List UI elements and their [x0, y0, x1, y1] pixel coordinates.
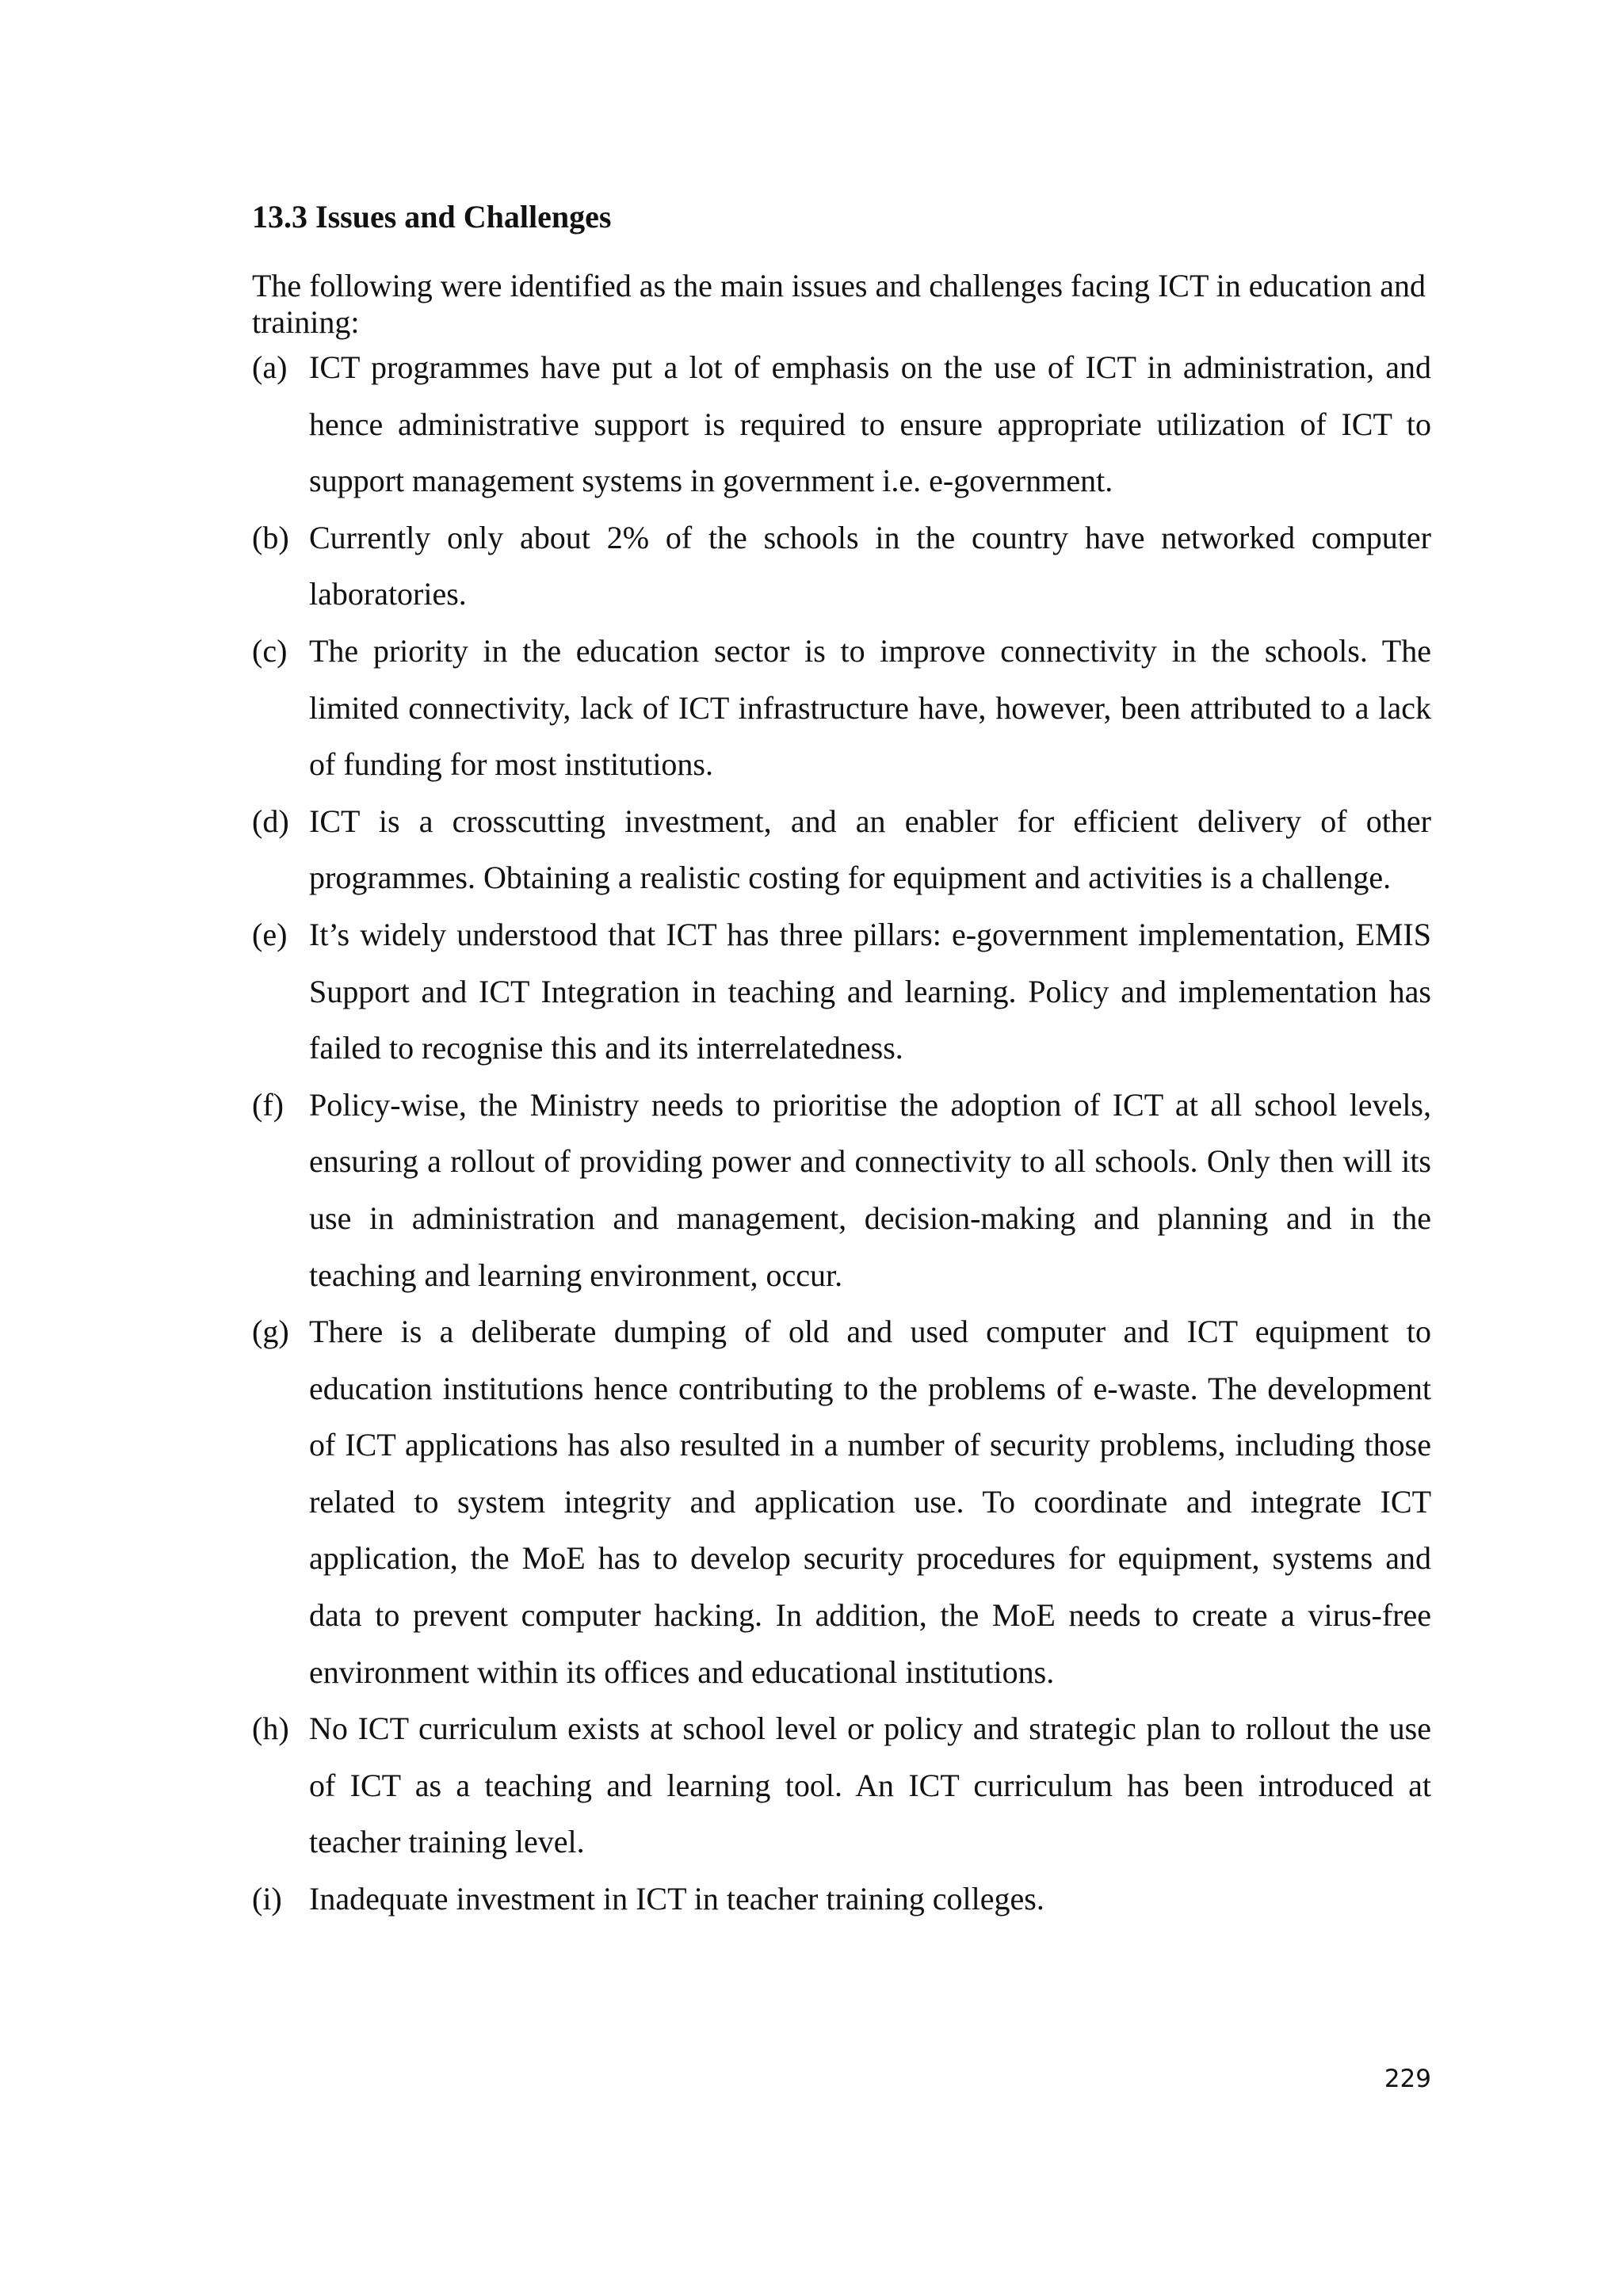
- list-item: [252, 509, 1431, 623]
- item-text: No ICT curriculum exists at school level or policy and strategic plan to rollout the use of ICT as a teaching and learning tool. An ICT curriculum has been introduced at teacher training level.: [309, 1711, 1431, 1860]
- document-page: [252, 0, 1431, 2296]
- intro-paragraph: The following were identified as the main issues and challenges facing ICT in education and training:: [252, 268, 1426, 340]
- list-item: [252, 793, 1431, 906]
- list-item: [252, 906, 1431, 1077]
- issues-list: [252, 339, 1431, 1928]
- item-text: Currently only about 2% of the schools in the country have networked computer laboratories.: [309, 519, 1431, 612]
- list-item: [252, 623, 1431, 793]
- item-label: (d): [252, 803, 289, 839]
- list-item: [252, 1303, 1431, 1700]
- item-label: (b): [252, 519, 289, 555]
- item-text: ICT programmes have put a lot of emphasis on the use of ICT in administration, and hence administrative support is required to ensure appropriate utilization of ICT to support management systems in government i.e. e-government.: [309, 349, 1431, 499]
- item-label: (a): [252, 349, 288, 385]
- list-item: [252, 339, 1431, 509]
- item-label: (g): [252, 1314, 289, 1350]
- page-number: 229: [1384, 2065, 1431, 2093]
- item-label: (e): [252, 916, 288, 952]
- item-label: (f): [252, 1086, 284, 1123]
- list-item: [252, 1871, 1431, 1928]
- item-text: ICT is a crosscutting investment, and an enabler for efficient delivery of other programmes. Obtaining a realistic costing for equipment and activities is a challenge.: [309, 803, 1431, 896]
- item-text: There is a deliberate dumping of old and used computer and ICT equipment to education institutions hence contributing to the problems of e-waste. The development of ICT applications has also resulted in a number of security problems, including those related to system integrity and application use. To coordinate and integrate ICT application, the MoE has to develop security procedures for equipment, systems and data to prevent computer hacking. In addition, the MoE needs to create a virus-free environment within its offices and educational institutions.: [309, 1314, 1431, 1690]
- item-text: The priority in the education sector is to improve connectivity in the schools. The limited connectivity, lack of ICT infrastructure have, however, been attributed to a lack of funding for most institutions.: [309, 632, 1431, 783]
- item-label: (c): [252, 632, 288, 669]
- item-text: Policy-wise, the Ministry needs to prioritise the adoption of ICT at all school levels, ensuring a rollout of providing power and connectivity to all schools. Only then will its use in administration and management, decision-making and planning and in the teaching and learning environment, occur.: [309, 1086, 1431, 1293]
- list-item: [252, 1077, 1431, 1303]
- item-text: It’s widely understood that ICT has three pillars: e-government implementation, EMIS Support and ICT Integration in teaching and learning. Policy and implementation has failed to recognise this and its interrelatedness.: [309, 916, 1431, 1066]
- section-heading: 13.3 Issues and Challenges: [252, 199, 612, 235]
- list-item: [252, 1700, 1431, 1871]
- item-label: (i): [252, 1881, 282, 1917]
- item-label: (h): [252, 1711, 289, 1747]
- item-text: Inadequate investment in ICT in teacher training colleges.: [309, 1881, 1044, 1917]
